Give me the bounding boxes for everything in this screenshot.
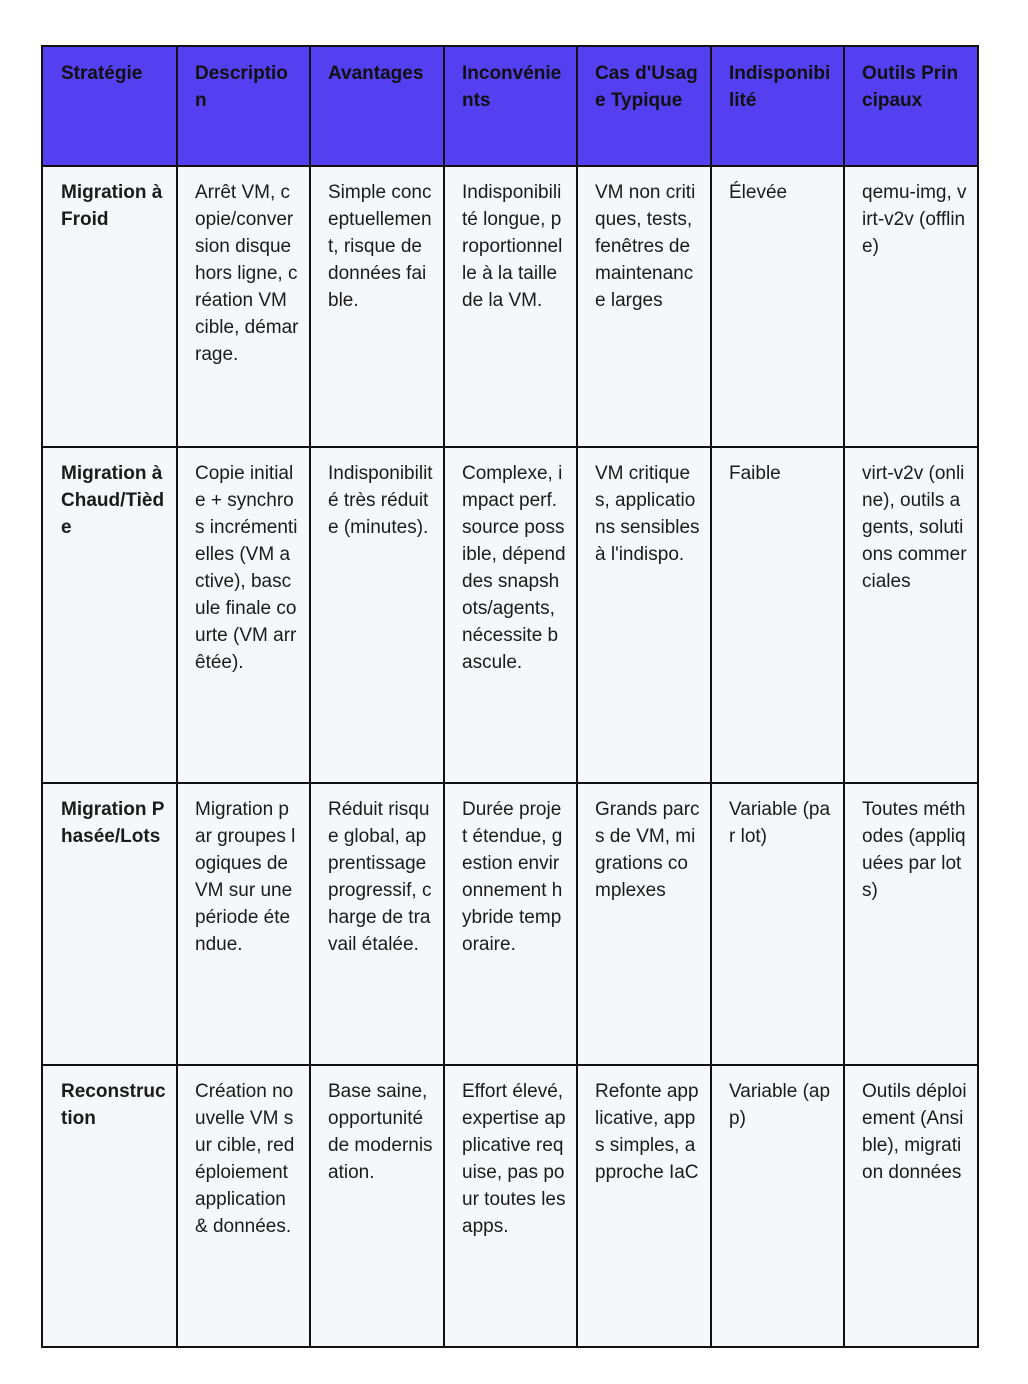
migration-strategies-table <box>41 45 979 1348</box>
cell-description: Migration par groupes logiques de VM sur une période étendue. <box>177 783 310 1065</box>
table-row <box>42 166 978 447</box>
header-avantages: Avantages <box>310 46 444 166</box>
cell-inconvenients: Durée projet étendue, gestion environnement hybride temporaire. <box>444 783 577 1065</box>
cell-cas-usage: VM critiques, applications sensibles à l'indispo. <box>577 447 711 783</box>
header-outils: Outils Principaux <box>844 46 978 166</box>
cell-indisponibilite: Variable (app) <box>711 1065 844 1347</box>
cell-avantages: Réduit risque global, apprentissage progressif, charge de travail étalée. <box>310 783 444 1065</box>
cell-outils: qemu-img, virt-v2v (offline) <box>844 166 978 447</box>
cell-cas-usage: VM non critiques, tests, fenêtres de maintenance larges <box>577 166 711 447</box>
cell-inconvenients: Indisponibilité longue, proportionnelle à la taille de la VM. <box>444 166 577 447</box>
cell-indisponibilite: Élevée <box>711 166 844 447</box>
header-cas-usage: Cas d'Usage Typique <box>577 46 711 166</box>
cell-indisponibilite: Faible <box>711 447 844 783</box>
header-description: Description <box>177 46 310 166</box>
cell-outils: virt-v2v (online), outils agents, solutions commerciales <box>844 447 978 783</box>
cell-avantages: Base saine, opportunité de modernisation. <box>310 1065 444 1347</box>
table-row <box>42 447 978 783</box>
table-row <box>42 783 978 1065</box>
cell-strategie: Migration à Froid <box>42 166 177 447</box>
cell-description: Création nouvelle VM sur cible, redéploiement application & données. <box>177 1065 310 1347</box>
table-row <box>42 1065 978 1347</box>
header-strategie: Stratégie <box>42 46 177 166</box>
header-inconvenients: Inconvénients <box>444 46 577 166</box>
cell-outils: Toutes méthodes (appliquées par lots) <box>844 783 978 1065</box>
cell-strategie: Migration à Chaud/Tiède <box>42 447 177 783</box>
cell-description: Copie initiale + synchros incrémentielles (VM active), bascule finale courte (VM arrêtée). <box>177 447 310 783</box>
header-indisponibilite: Indisponibilité <box>711 46 844 166</box>
cell-strategie: Reconstruction <box>42 1065 177 1347</box>
cell-cas-usage: Refonte applicative, apps simples, approche IaC <box>577 1065 711 1347</box>
cell-inconvenients: Complexe, impact perf. source possible, dépend des snapshots/agents, nécessite bascule. <box>444 447 577 783</box>
cell-inconvenients: Effort élevé, expertise applicative requise, pas pour toutes les apps. <box>444 1065 577 1347</box>
table-header-row <box>42 46 978 166</box>
cell-indisponibilite: Variable (par lot) <box>711 783 844 1065</box>
cell-description: Arrêt VM, copie/conversion disque hors ligne, création VM cible, démarrage. <box>177 166 310 447</box>
cell-strategie: Migration Phasée/Lots <box>42 783 177 1065</box>
cell-outils: Outils déploiement (Ansible), migration données <box>844 1065 978 1347</box>
cell-avantages: Indisponibilité très réduite (minutes). <box>310 447 444 783</box>
cell-cas-usage: Grands parcs de VM, migrations complexes <box>577 783 711 1065</box>
cell-avantages: Simple conceptuellement, risque de données faible. <box>310 166 444 447</box>
